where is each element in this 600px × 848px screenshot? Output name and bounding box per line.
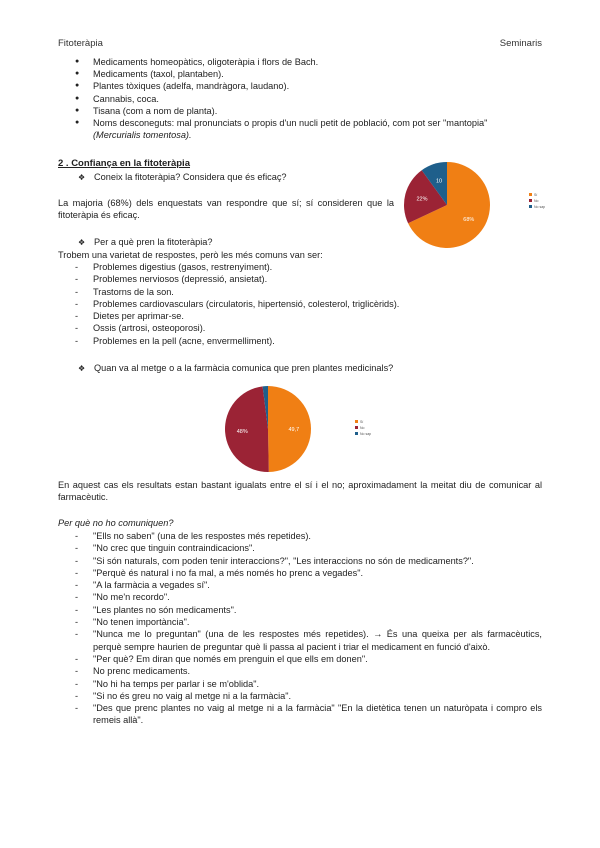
- legend-label: Sí: [534, 193, 538, 197]
- list-item: - Problemes digestius (gasos, restrenyiment).: [75, 261, 545, 273]
- list-item: - "No me'n recordo".: [75, 591, 542, 603]
- pie-data-label: 22%: [416, 196, 428, 203]
- question-3-text: Quan va al metge o a la farmàcia comunica que pren plantes medicinals?: [94, 363, 394, 373]
- list-item: - "No hi ha temps per parlar i se m'oblida".: [75, 678, 542, 690]
- list-item: - "No tenen importància".: [75, 616, 542, 628]
- diamond-icon: ❖: [78, 238, 86, 247]
- paragraph-2: Trobem una varietat de respostes, però les més comuns van ser:: [58, 250, 323, 260]
- pie-chart-2: [220, 380, 390, 480]
- list-item: - "Nunca me lo preguntan" (una de les respostes més repetides). → És una queixa per als farmacèutics, perquè sempre haurien de preguntar què li passa al pacient i triar el medicament en funció d'això.: [75, 628, 542, 653]
- legend-label: No: [360, 426, 365, 430]
- list-item: - Problemes en la pell (acne, envermelliment).: [75, 335, 545, 347]
- reasons-list: [75, 530, 542, 727]
- list-item: - "Les plantes no són medicaments".: [75, 604, 542, 616]
- header-left: Fitoteràpia: [58, 38, 103, 49]
- question-3: [78, 362, 393, 375]
- list-item: - Dietes per aprimar-se.: [75, 310, 545, 322]
- uses-list: [75, 261, 545, 347]
- list-item: - Problemes nerviosos (depressió, ansietat).: [75, 273, 545, 285]
- legend-swatch: [355, 432, 358, 435]
- list-item: - "Per què? Em diran que només em prenguin el que ells em donen".: [75, 653, 542, 665]
- diamond-icon: ❖: [78, 173, 86, 182]
- list-item-text: Noms desconeguts: mal pronunciats o propis d'un nucli petit de població, com pot ser "mantopia": [93, 118, 488, 129]
- why-heading: Per què no ho comuniquen?: [58, 518, 174, 528]
- list-item: - "No crec que tinguin contraindicacions".: [75, 542, 542, 554]
- legend-swatch: [529, 193, 532, 196]
- pie-chart-1: [395, 158, 585, 258]
- question-1-text: Coneix la fitoteràpia? Considera que és eficaç?: [94, 172, 287, 182]
- list-item-cont: (Mercurialis tomentosa).: [93, 130, 192, 141]
- legend-swatch: [529, 205, 532, 208]
- legend-label: No sap: [534, 205, 546, 209]
- list-item: ● Medicaments homeopàtics, oligoteràpia i flors de Bach.: [75, 56, 555, 68]
- legend-label: Sí: [360, 420, 364, 424]
- legend-swatch: [355, 426, 358, 429]
- list-item: - Problemes cardiovasculars (circulatoris, hipertensió, colesterol, triglicèrids).: [75, 298, 545, 310]
- question-1: [78, 171, 287, 184]
- diamond-icon: ❖: [78, 364, 86, 373]
- legend-label: No sap: [360, 432, 372, 436]
- list-item: [75, 117, 555, 141]
- legend-swatch: [355, 420, 358, 423]
- legend-label: No: [534, 199, 539, 203]
- list-item: - "Des que prenc plantes no vaig al metge ni a la farmàcia" "En la dietètica tenen un naturòpata i compro els remeis allà".: [75, 702, 542, 727]
- pie-data-label: 49,7: [288, 426, 300, 433]
- pie-data-label: 68%: [463, 216, 475, 223]
- list-item: - "A la farmàcia a vegades sí".: [75, 579, 542, 591]
- list-item: ● Cannabis, coca.: [75, 93, 555, 105]
- list-item: - "Ells no saben" (una de les respostes més repetides).: [75, 530, 542, 542]
- list-item: - "Perquè és natural i no fa mal, a més només ho prenc a vegades".: [75, 567, 542, 579]
- question-2: [78, 236, 213, 249]
- paragraph-1: La majoria (68%) dels enquestats van respondre que sí; sí consideren que la fitoteràpia és eficaç.: [58, 198, 394, 220]
- top-bullet-list: [75, 56, 555, 141]
- paragraph-3: En aquest cas els resultats estan bastant igualats entre el sí i el no; aproximadament la meitat diu de comunicar al farmacèutic.: [58, 480, 542, 502]
- pie-data-label: 48%: [236, 428, 248, 435]
- section-title: 2 . Confiança en la fitoteràpia: [58, 158, 190, 169]
- list-item: ● Tisana (com a nom de planta).: [75, 105, 555, 117]
- list-item: - No prenc medicaments.: [75, 665, 542, 677]
- pie-data-label: 10: [435, 178, 443, 185]
- list-item: - "Si són naturals, com poden tenir interaccions?", "Les interaccions no són de medicaments?".: [75, 555, 542, 567]
- list-item: - Trastorns de la son.: [75, 286, 545, 298]
- list-item: - "Si no és greu no vaig al metge ni a la farmàcia".: [75, 690, 542, 702]
- list-item: ● Medicaments (taxol, plantaben).: [75, 68, 555, 80]
- question-2-text: Per a què pren la fitoteràpia?: [94, 237, 213, 247]
- list-item: - Ossis (artrosi, osteoporosi).: [75, 322, 545, 334]
- legend-swatch: [529, 199, 532, 202]
- list-item: ● Plantes tòxiques (adelfa, mandràgora, laudano).: [75, 80, 555, 92]
- header-right: Seminaris: [499, 38, 542, 49]
